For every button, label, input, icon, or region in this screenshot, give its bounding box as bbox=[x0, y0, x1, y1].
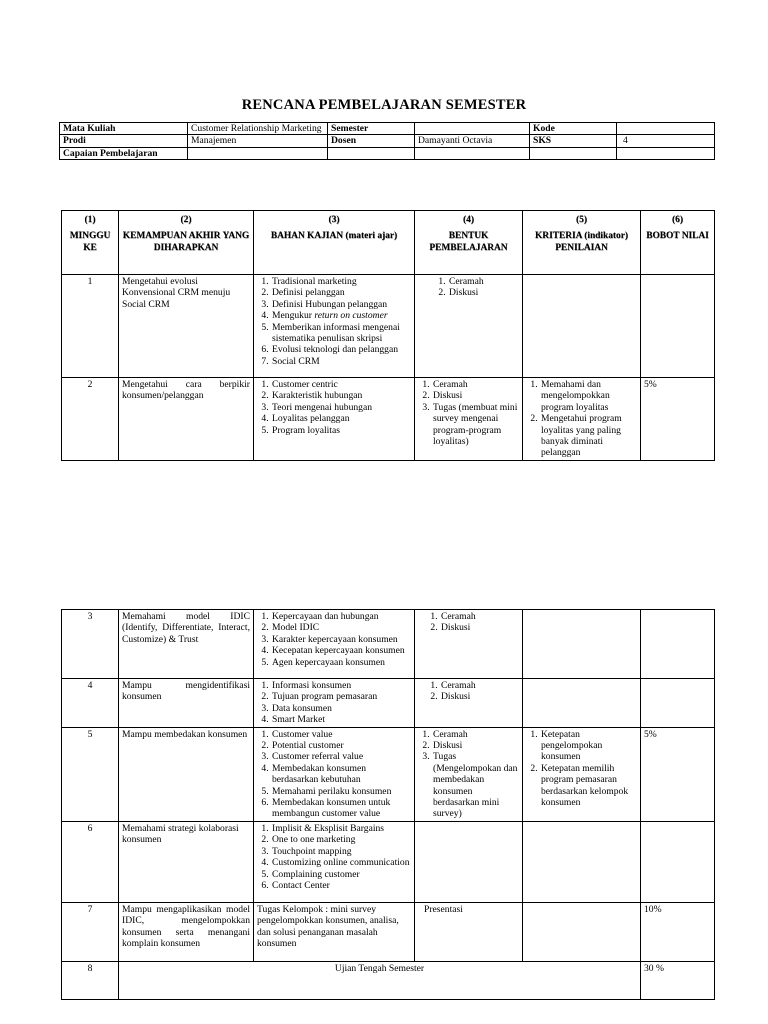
bobot-cell bbox=[641, 821, 715, 902]
bobot-cell: 10% bbox=[641, 902, 715, 961]
bentuk-cell bbox=[415, 275, 523, 378]
list-item: 3. Tugas (membuat mini survey mengenai program-program loyalitas) bbox=[432, 402, 519, 448]
capaian-cell bbox=[328, 147, 415, 159]
bahan-cell bbox=[254, 275, 415, 378]
dosen-label: Dosen bbox=[328, 135, 415, 147]
header-bobot: (6) BOBOT NILAI bbox=[641, 211, 715, 275]
bobot-cell bbox=[641, 679, 715, 728]
dosen-value: Damayanti Octavia bbox=[415, 135, 530, 147]
list-item: 4. Smart Market bbox=[271, 714, 411, 725]
bobot-cell: 5% bbox=[641, 727, 715, 821]
table-row bbox=[62, 378, 715, 461]
list-item: 1. Implisit & Eksplisit Bargains bbox=[271, 823, 411, 834]
bentuk-cell bbox=[415, 378, 523, 461]
list-item: 1. Ceramah bbox=[432, 729, 519, 740]
kriteria-cell bbox=[523, 727, 641, 821]
list-item: 2. Mengetahui program loyalitas yang paling banyak diminati pelanggan bbox=[540, 413, 637, 459]
header-minggu: (1) MINGGU KE bbox=[62, 211, 119, 275]
list-item: 7. Social CRM bbox=[271, 356, 411, 367]
list-item: 4. Membedakan konsumen berdasarkan kebutuhan bbox=[271, 763, 411, 786]
list-item: 1. Ceramah bbox=[432, 379, 519, 390]
minggu-cell: 3 bbox=[62, 610, 119, 679]
list-item: 3. Karakter kepercayaan konsumen bbox=[271, 634, 411, 645]
list-item: 2. Karakteristik hubungan bbox=[271, 390, 411, 401]
minggu-cell: 8 bbox=[62, 961, 119, 999]
kriteria-cell bbox=[523, 679, 641, 728]
table-row bbox=[62, 961, 715, 999]
bahan-cell bbox=[254, 821, 415, 902]
table-row bbox=[62, 727, 715, 821]
table-row bbox=[62, 679, 715, 728]
bentuk-cell bbox=[415, 679, 523, 728]
capaian-label: Capaian Pembelajaran bbox=[60, 147, 188, 159]
list-item: 3. Teori mengenai hubungan bbox=[271, 402, 411, 413]
list-item: 4. Customizing online communication bbox=[271, 857, 411, 868]
list-item: 2. Diskusi bbox=[432, 390, 519, 401]
minggu-cell: 6 bbox=[62, 821, 119, 902]
list-item: 2. Diskusi bbox=[440, 691, 519, 702]
mata-kuliah-value: Customer Relationship Marketing bbox=[188, 123, 328, 135]
bentuk-cell bbox=[415, 821, 523, 902]
list-item: 6. Evolusi teknologi dan pelanggan bbox=[271, 344, 411, 355]
kriteria-cell bbox=[523, 902, 641, 961]
list-item: 2. One to one marketing bbox=[271, 834, 411, 845]
bobot-cell: 5% bbox=[641, 378, 715, 461]
list-item: 1. Ceramah bbox=[448, 276, 519, 287]
list-item: 2. Tujuan program pemasaran bbox=[271, 691, 411, 702]
list-item: 1. Kepercayaan dan hubungan bbox=[271, 611, 411, 622]
list-item: 5. Complaining customer bbox=[271, 869, 411, 880]
list-item: 3. Tugas (Mengelompokan dan membedakan konsumen berdasarkan mini survey) bbox=[432, 751, 519, 819]
list-item: 3. Touchpoint mapping bbox=[271, 846, 411, 857]
list-item: 4. Loyalitas pelanggan bbox=[271, 413, 411, 424]
list-item: 4. Kecepatan kepercayaan konsumen bbox=[271, 645, 411, 656]
prodi-label: Prodi bbox=[60, 135, 188, 147]
kode-value bbox=[617, 123, 715, 135]
kemampuan-cell: Mampu membedakan konsumen bbox=[119, 727, 254, 821]
kemampuan-cell: Memahami model IDIC (Identify, Differentiate, Interact, Customize) & Trust bbox=[119, 610, 254, 679]
bahan-cell bbox=[254, 610, 415, 679]
list-item: 5. Memberikan informasi mengenai sistematika penulisan skripsi bbox=[271, 322, 411, 345]
list-item: 4. Mengukur return on customer bbox=[271, 310, 411, 321]
bentuk-cell bbox=[415, 727, 523, 821]
page-title: RENCANA PEMBELAJARAN SEMESTER bbox=[241, 97, 527, 113]
kemampuan-cell: Mampu mengidentifikasi konsumen bbox=[119, 679, 254, 728]
semester-label: Semester bbox=[328, 123, 415, 135]
list-item: 1. Ceramah bbox=[440, 680, 519, 691]
list-item: 1. Informasi konsumen bbox=[271, 680, 411, 691]
list-item: 2. Diskusi bbox=[432, 740, 519, 751]
list-item: 2. Potential customer bbox=[271, 740, 411, 751]
kriteria-cell bbox=[523, 821, 641, 902]
table-row bbox=[62, 821, 715, 902]
kemampuan-cell: Mampu mengaplikasikan model IDIC, mengelompokkan konsumen serta menangani komplain konsumen bbox=[119, 902, 254, 961]
list-item: 2. Diskusi bbox=[440, 622, 519, 633]
minggu-cell: 5 bbox=[62, 727, 119, 821]
list-item: 5. Memahami perilaku konsumen bbox=[271, 786, 411, 797]
list-item: 2. Diskusi bbox=[448, 287, 519, 298]
sks-label: SKS bbox=[530, 135, 617, 147]
bahan-cell: Tugas Kelompok : mini survey pengelompokkan konsumen, analisa, dan solusi penanganan masalah konsumen bbox=[254, 902, 415, 961]
list-item: 1. Tradisional marketing bbox=[271, 276, 411, 287]
kode-label: Kode bbox=[530, 123, 617, 135]
kriteria-cell bbox=[523, 610, 641, 679]
header-kemampuan: (2) KEMAMPUAN AKHIR YANG DIHARAPKAN bbox=[119, 211, 254, 275]
bentuk-cell: Presentasi bbox=[415, 902, 523, 961]
list-item: 1. Memahami dan mengelompokkan program loyalitas bbox=[540, 379, 637, 413]
plan-table-page1 bbox=[61, 210, 715, 461]
prodi-value: Manajemen bbox=[188, 135, 328, 147]
table-row bbox=[62, 275, 715, 378]
list-item: 6. Contact Center bbox=[271, 880, 411, 891]
minggu-cell: 4 bbox=[62, 679, 119, 728]
list-item: 1. Ketepatan pengelompokan konsumen bbox=[540, 729, 637, 763]
minggu-cell: 1 bbox=[62, 275, 119, 378]
table-row bbox=[62, 902, 715, 961]
capaian-value bbox=[188, 147, 328, 159]
sks-value: 4 bbox=[617, 135, 715, 147]
list-item: 3. Data konsumen bbox=[271, 703, 411, 714]
semester-value bbox=[415, 123, 530, 135]
list-item: 5. Agen kepercayaan konsumen bbox=[271, 657, 411, 668]
list-item: 5. Program loyalitas bbox=[271, 425, 411, 436]
table-row bbox=[62, 610, 715, 679]
bentuk-cell bbox=[415, 610, 523, 679]
bahan-cell bbox=[254, 727, 415, 821]
bobot-cell bbox=[641, 275, 715, 378]
plan-table-page2 bbox=[61, 609, 715, 1000]
list-item: 3. Customer referral value bbox=[271, 751, 411, 762]
italic-phrase: return on customer bbox=[314, 310, 388, 322]
capaian-cell bbox=[415, 147, 530, 159]
header-bahan: (3) BAHAN KAJIAN (materi ajar) bbox=[254, 211, 415, 275]
kemampuan-cell: Memahami strategi kolaborasi konsumen bbox=[119, 821, 254, 902]
list-item: 3. Definisi Hubungan pelanggan bbox=[271, 299, 411, 310]
ujian-tengah-semester-cell: Ujian Tengah Semester bbox=[119, 961, 641, 999]
minggu-cell: 7 bbox=[62, 902, 119, 961]
capaian-cell bbox=[617, 147, 715, 159]
capaian-cell bbox=[530, 147, 617, 159]
bobot-cell bbox=[641, 610, 715, 679]
list-item: 1. Customer value bbox=[271, 729, 411, 740]
bobot-cell: 30 % bbox=[641, 961, 715, 999]
mata-kuliah-label: Mata Kuliah bbox=[60, 123, 188, 135]
list-item: 2. Ketepatan memilih program pemasaran berdasarkan kelompok konsumen bbox=[540, 763, 637, 809]
header-kriteria: (5) KRITERIA (indikator) PENILAIAN bbox=[523, 211, 641, 275]
course-info-table bbox=[59, 122, 715, 160]
list-item: 2. Model IDIC bbox=[271, 622, 411, 633]
list-item: 1. Ceramah bbox=[440, 611, 519, 622]
bahan-cell bbox=[254, 378, 415, 461]
kemampuan-cell: Mengetahui evolusi Konvensional CRM menuju Social CRM bbox=[119, 275, 254, 378]
minggu-cell: 2 bbox=[62, 378, 119, 461]
header-bentuk: (4) BENTUK PEMBELAJARAN bbox=[415, 211, 523, 275]
kriteria-cell bbox=[523, 378, 641, 461]
kriteria-cell bbox=[523, 275, 641, 378]
list-item: 6. Membedakan konsumen untuk membangun customer value bbox=[271, 797, 411, 820]
list-item: 1. Customer centric bbox=[271, 379, 411, 390]
list-item: 2. Definisi pelanggan bbox=[271, 287, 411, 298]
kemampuan-cell: Mengetahui cara berpikir konsumen/pelanggan bbox=[119, 378, 254, 461]
bahan-cell bbox=[254, 679, 415, 728]
